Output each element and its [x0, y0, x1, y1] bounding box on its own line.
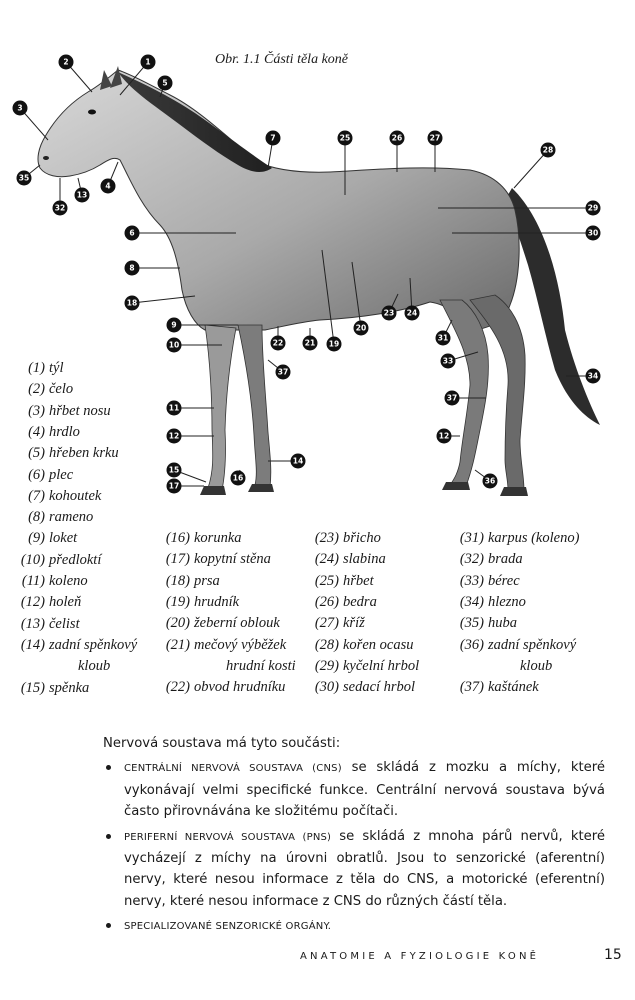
- legend-number: (19): [165, 593, 190, 610]
- callout-badge: [167, 338, 182, 353]
- legend-label: čelo: [49, 381, 74, 398]
- callout-badge: [541, 143, 556, 158]
- badge-number: 13: [76, 190, 88, 200]
- badge-number: 14: [292, 456, 304, 466]
- legend-label: sedací hrbol: [343, 679, 416, 696]
- badge-number: 7: [270, 133, 276, 143]
- legend-label: břicho: [343, 530, 381, 546]
- callout-badge: [53, 201, 68, 216]
- legend-item: [160, 551, 271, 568]
- legend-number: (1): [28, 360, 45, 376]
- legend-number: (5): [28, 445, 45, 462]
- legend-label: obvod hrudníku: [194, 679, 286, 696]
- badge-number: 32: [54, 203, 66, 213]
- callout-badge: [101, 179, 116, 194]
- legend-item: [454, 594, 526, 611]
- legend-item: [454, 530, 579, 547]
- callout-badge: [428, 131, 443, 146]
- legend-item: [454, 658, 552, 675]
- legend-number: (13): [20, 615, 45, 632]
- callout-badge: [291, 454, 306, 469]
- badge-number: 34: [587, 371, 599, 381]
- legend-item: [18, 445, 119, 462]
- legend-label: korunka: [194, 530, 242, 546]
- callout-badge: [276, 365, 291, 380]
- legend-number: (9): [28, 530, 45, 547]
- legend-item: [160, 573, 220, 590]
- legend-item: [18, 552, 101, 569]
- legend-label: kříž: [343, 615, 365, 632]
- bullet-sensory: [103, 915, 605, 937]
- legend-label: spěnka: [49, 679, 90, 696]
- badge-number: 6: [129, 228, 135, 238]
- badge-number: 8: [129, 263, 135, 273]
- callout-badge: [13, 101, 28, 116]
- legend-item: [309, 615, 365, 632]
- legend-number: (10): [20, 551, 45, 568]
- badge-number: 36: [484, 476, 496, 486]
- callout-badge: [167, 429, 182, 444]
- legend-item: [18, 424, 80, 441]
- legend-item: [309, 658, 419, 675]
- legend-label: kaštánek: [488, 679, 539, 696]
- callout-badge: [266, 131, 281, 146]
- term-sensory: SPECIALIZOVANÉ SENZORICKÉ ORGÁNY.: [124, 921, 332, 933]
- legend-item: [454, 637, 576, 654]
- legend-item: [18, 360, 64, 377]
- legend-number: (17): [165, 551, 190, 568]
- legend-label: koleno: [49, 573, 88, 589]
- legend-item: [18, 488, 101, 505]
- legend-number: (32): [459, 551, 484, 568]
- legend-number: (8): [28, 509, 45, 526]
- badge-number: 4: [105, 181, 111, 191]
- badge-number: 22: [272, 338, 284, 348]
- callout-badge: [390, 131, 405, 146]
- callout-badge: [586, 369, 601, 384]
- badge-number: 24: [406, 308, 418, 318]
- badge-number: 29: [587, 203, 599, 213]
- legend-item: [18, 573, 88, 590]
- legend-number: (34): [459, 593, 484, 610]
- legend-item: [309, 637, 413, 654]
- bullet-list: [103, 757, 605, 937]
- callout-badge: [483, 474, 498, 489]
- legend-item: [454, 679, 539, 696]
- legend-number: (7): [28, 487, 45, 504]
- legend-label: holeň: [49, 594, 82, 611]
- text-cns: se skládá z mozku a míchy, které vykonávají velmi specifické funkce. Centrální nervová soustava bývá často přirovnávána ke složitému počítači.: [124, 760, 605, 820]
- legend-label: hřbet nosu: [49, 402, 111, 419]
- legend-label: kořen ocasu: [343, 636, 414, 653]
- legend-item: [160, 530, 242, 547]
- legend-number: (6): [28, 466, 45, 483]
- legend-label: týl: [49, 360, 64, 376]
- legend-label: brada: [488, 551, 523, 568]
- legend-item: [309, 679, 415, 696]
- legend-number: (33): [459, 572, 484, 589]
- legend-label: loket: [49, 530, 78, 547]
- callout-badge: [437, 429, 452, 444]
- callout-badge: [59, 55, 74, 70]
- figure-caption: Obr. 1.1 Části těla koně: [215, 52, 348, 67]
- legend-item: [160, 594, 239, 611]
- legend-label: kopytní stěna: [194, 551, 271, 568]
- badge-number: 18: [126, 298, 138, 308]
- legend-number: (2): [28, 381, 45, 398]
- legend-number: (25): [314, 572, 339, 589]
- badge-number: 3: [17, 103, 23, 113]
- callout-badge: [167, 479, 182, 494]
- legend-label: hlezno: [488, 593, 526, 610]
- legend-item: [18, 403, 111, 420]
- badge-number: 35: [18, 173, 30, 183]
- callout-badge: [231, 471, 246, 486]
- text-pns: se skládá z mnoha párů nervů, které vycházejí z míchy na úrovni obratlů. Jsou to senzorické (aferentní) nervy, které nesou informace z těla do CNS, a motorické (eferentní) nervy, které nesou informace z CNS do různých částí těla.: [124, 828, 605, 909]
- badge-number: 5: [162, 78, 168, 88]
- callout-badge: [17, 171, 32, 186]
- callout-badge: [167, 401, 182, 416]
- callout-badge: [125, 261, 140, 276]
- horse-silhouette: [38, 66, 600, 496]
- legend-label: kloub: [78, 658, 111, 675]
- legend-item: [18, 637, 137, 654]
- legend-number: (3): [28, 402, 45, 419]
- legend-label: huba: [488, 615, 517, 632]
- legend-number: (18): [165, 572, 190, 589]
- callout-badge: [167, 463, 182, 478]
- legend-label: bedra: [343, 593, 377, 610]
- legend-label: hrudní kosti: [226, 657, 296, 674]
- legend-item: [18, 594, 81, 611]
- badge-number: 12: [438, 431, 450, 441]
- badge-number: 11: [168, 403, 180, 413]
- legend-label: žeberní oblouk: [194, 615, 280, 632]
- legend-label: kyčelní hrbol: [343, 657, 420, 674]
- leader-line: [514, 150, 548, 188]
- legend-number: (31): [459, 530, 484, 546]
- callout-badge: [75, 188, 90, 203]
- running-title: ANATOMIE A FYZIOLOGIE KONĚ: [300, 951, 540, 962]
- callout-badge: [167, 318, 182, 333]
- callout-badge: [327, 337, 342, 352]
- legend-number: (11): [21, 573, 45, 589]
- legend-label: hřeben krku: [49, 445, 119, 462]
- callout-badge: [445, 391, 460, 406]
- legend-label: zadní spěnkový: [49, 636, 138, 653]
- legend-number: (37): [459, 679, 484, 696]
- badge-number: 2: [63, 57, 69, 67]
- legend-number: (15): [20, 679, 45, 696]
- legend-number: (4): [28, 423, 45, 440]
- badge-number: 30: [587, 228, 599, 238]
- legend-item: [18, 658, 110, 675]
- callout-badge: [158, 76, 173, 91]
- badge-number: 27: [429, 133, 441, 143]
- legend-number: (36): [459, 636, 484, 653]
- callout-badge: [125, 226, 140, 241]
- legend-item: [160, 658, 296, 675]
- badge-number: 31: [437, 333, 449, 343]
- legend-item: [309, 551, 386, 568]
- legend-number: (29): [314, 657, 339, 674]
- legend-label: hrudník: [194, 593, 240, 610]
- badge-number: 28: [542, 145, 554, 155]
- badge-number: 10: [168, 340, 180, 350]
- legend-label: zadní spěnkový: [488, 636, 577, 653]
- legend-label: rameno: [49, 509, 94, 526]
- legend-number: (16): [165, 530, 190, 546]
- legend-label: hrdlo: [49, 423, 80, 440]
- callout-badge: [338, 131, 353, 146]
- badge-number: 33: [442, 356, 454, 366]
- legend-item: [18, 509, 93, 526]
- legend-number: (22): [165, 679, 190, 696]
- badge-number: 37: [277, 367, 289, 377]
- callout-badge: [586, 201, 601, 216]
- badge-number: 12: [168, 431, 180, 441]
- legend-label: plec: [49, 466, 74, 483]
- legend-item: [454, 551, 523, 568]
- badge-number: 25: [339, 133, 351, 143]
- badge-number: 26: [391, 133, 403, 143]
- badge-number: 9: [171, 320, 177, 330]
- legend-item: [18, 530, 77, 547]
- badge-number: 21: [304, 338, 316, 348]
- legend-number: (27): [314, 615, 339, 632]
- legend-item: [18, 680, 89, 697]
- legend-item: [160, 679, 285, 696]
- legend-item: [160, 637, 286, 654]
- legend-label: bérec: [488, 572, 520, 589]
- legend-item: [18, 381, 73, 398]
- callout-badge: [354, 321, 369, 336]
- intro-paragraph: Nervová soustava má tyto součásti:: [103, 736, 341, 751]
- badge-number: 1: [145, 57, 151, 67]
- legend-item: [18, 467, 73, 484]
- callout-badge: [405, 306, 420, 321]
- badge-number: 23: [383, 308, 395, 318]
- body-text: [103, 733, 605, 941]
- legend-item: [454, 573, 520, 590]
- legend-number: (23): [314, 530, 339, 546]
- legend-number: (30): [314, 679, 339, 696]
- callout-badge: [303, 336, 318, 351]
- callout-badge: [382, 306, 397, 321]
- bullet-pns: [103, 826, 605, 913]
- callout-badge: [586, 226, 601, 241]
- badge-number: 15: [168, 465, 180, 475]
- bullet-cns: [103, 757, 605, 822]
- badge-number: 17: [168, 481, 180, 491]
- callout-badge: [141, 55, 156, 70]
- legend-number: (28): [314, 636, 339, 653]
- legend-label: slabina: [343, 551, 386, 568]
- legend-label: čelist: [49, 615, 80, 632]
- callout-badge: [441, 354, 456, 369]
- legend-label: mečový výběžek: [194, 636, 287, 653]
- legend-label: kloub: [520, 657, 553, 674]
- legend-number: (35): [459, 615, 484, 632]
- legend-item: [309, 573, 374, 590]
- legend-item: [309, 530, 381, 547]
- legend-number: (20): [165, 615, 190, 632]
- badge-number: 16: [232, 473, 244, 483]
- badge-number: 37: [446, 393, 458, 403]
- legend-number: (14): [20, 636, 45, 653]
- legend-item: [160, 615, 280, 632]
- legend-item: [18, 616, 80, 633]
- callout-badge: [271, 336, 286, 351]
- legend-number: (24): [314, 551, 339, 568]
- term-cns: CENTRÁLNÍ NERVOVÁ SOUSTAVA (CNS): [124, 763, 342, 775]
- legend-item: [454, 615, 517, 632]
- legend-number: (26): [314, 593, 339, 610]
- term-pns: PERIFERNÍ NERVOVÁ SOUSTAVA (PNS): [124, 831, 332, 843]
- legend-number: (21): [165, 636, 190, 653]
- legend-item: [309, 594, 377, 611]
- callout-badge: [125, 296, 140, 311]
- page-number: 15: [604, 947, 622, 963]
- legend-label: hřbet: [343, 572, 374, 589]
- badge-number: 19: [328, 339, 340, 349]
- callout-badge: [436, 331, 451, 346]
- badge-number: 20: [355, 323, 367, 333]
- legend-number: (12): [20, 594, 45, 611]
- legend-label: předloktí: [49, 551, 102, 568]
- legend-label: kohoutek: [49, 487, 102, 504]
- legend-label: karpus (koleno): [488, 530, 580, 546]
- legend-label: prsa: [194, 572, 220, 589]
